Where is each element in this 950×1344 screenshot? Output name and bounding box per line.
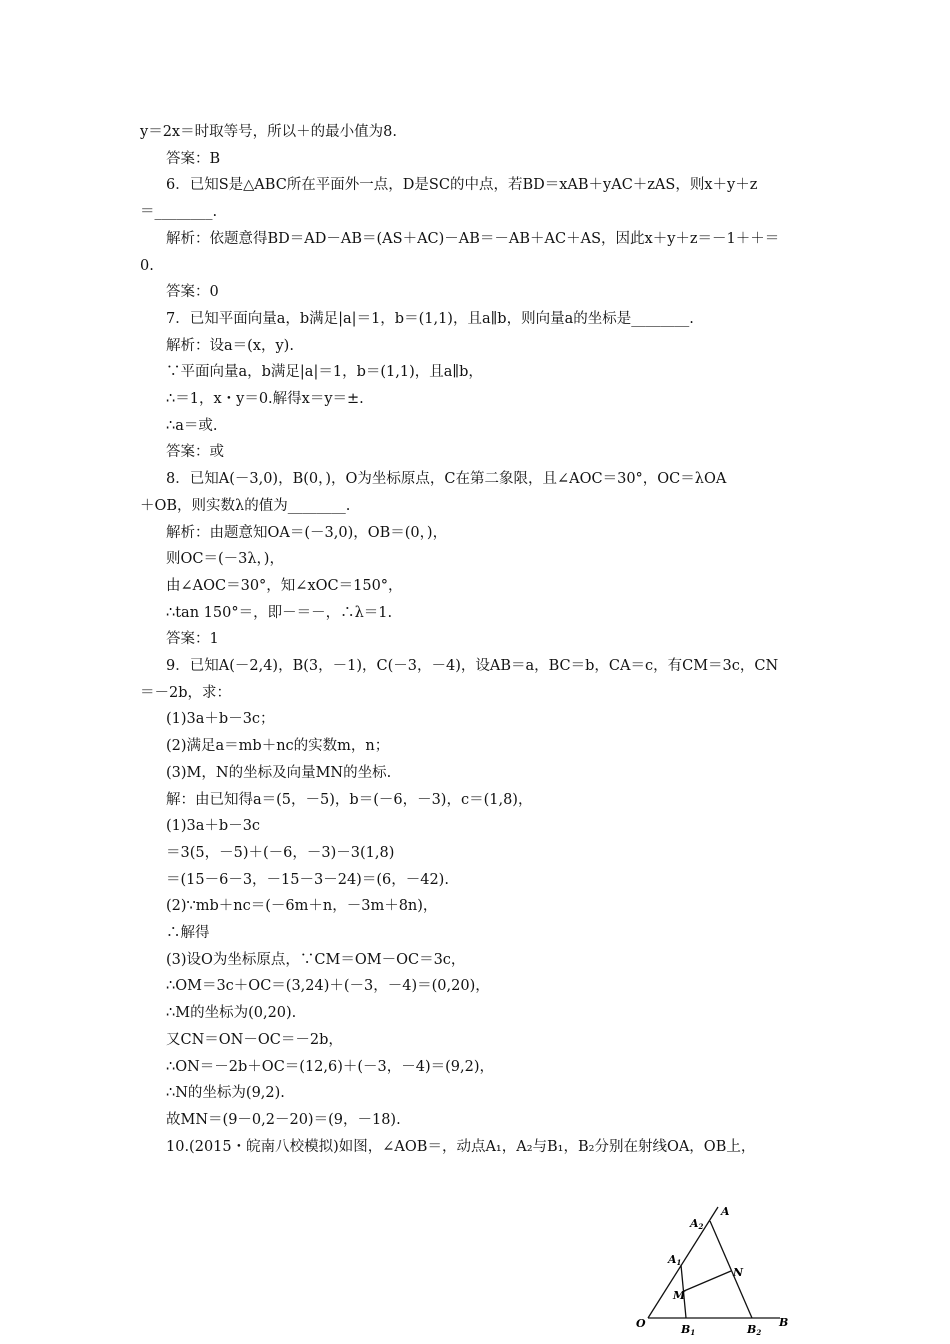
text-line: 故MN＝(9－0,2－20)＝(9，－18).: [166, 1111, 401, 1128]
text-line: ∴ON＝－2b＋OC＝(12,6)＋(－3，－4)＝(9,2)，: [166, 1058, 495, 1075]
text-line: (2)满足a＝mb＋nc的实数m，n；: [166, 738, 390, 755]
text-line: ＝(15－6－3，－15－3－24)＝(6，－42).: [166, 871, 449, 888]
text-line: 0.: [140, 257, 154, 274]
text-line: 解析：依题意得BD＝AD－AB＝(AS＋AC)－AB＝－AB＋AC＋AS，因此x＋y＋z＝－1＋＋＝: [166, 230, 780, 247]
text-line: 则OC＝(－3λ，)，: [166, 551, 284, 568]
label-b: B: [779, 1316, 789, 1329]
text-line: ＝－2b，求：: [140, 684, 232, 701]
text-line: 由∠AOC＝30°，知∠xOC＝150°，: [166, 577, 403, 594]
text-line: ∴N的坐标为(9,2).: [166, 1085, 285, 1102]
text-line: y＝2x＝时取等号，所以＋的最小值为8.: [140, 124, 397, 140]
label-o: O: [636, 1317, 646, 1330]
text-line: 答案：0: [166, 284, 219, 301]
text-line: 答案：B: [166, 150, 221, 167]
text-line: 解：由已知得a＝(5，－5)，b＝(－6，－3)，c＝(1,8)，: [166, 791, 533, 808]
geometry-figure: [630, 1205, 800, 1340]
text-line: ∴M的坐标为(0,20).: [166, 1005, 297, 1022]
text-line: ＝3(5，－5)＋(－6，－3)－3(1,8): [166, 844, 395, 861]
text-line: ＋OB，则实数λ的值为________.: [140, 497, 351, 514]
text-line: 解析：设a＝(x，y).: [166, 337, 294, 354]
label-m: M: [673, 1289, 686, 1302]
text-line: 又CN＝ON－OC＝－2b，: [166, 1031, 343, 1048]
text-line: ∴a＝或.: [166, 417, 218, 434]
text-line: ∵平面向量a，b满足|a|＝1，b＝(1,1)，且a∥b，: [166, 364, 483, 381]
text-line: 答案：1: [166, 631, 219, 648]
text-line: ∴解得: [166, 925, 210, 941]
text-line: ∴＝1，x・y＝0.解得x＝y＝±.: [166, 391, 364, 407]
segment-a2b2: [710, 1221, 752, 1318]
label-n: N: [733, 1266, 744, 1279]
label-b2: B2: [747, 1323, 762, 1337]
text-line: 答案：或: [166, 444, 224, 461]
text-line: (3)M，N的坐标及向量MN的坐标.: [166, 764, 392, 781]
text-line: 解析：由题意知OA＝(－3,0)，OB＝(0，)，: [166, 524, 448, 541]
text-line: (3)设O为坐标原点，∵CM＝OM－OC＝3c，: [166, 951, 466, 968]
label-b1: B1: [681, 1323, 696, 1337]
text-line: ∴OM＝3c＋OC＝(3,24)＋(－3，－4)＝(0,20)，: [166, 978, 490, 995]
text-line: 8．已知A(－3,0)，B(0，)，O为坐标原点，C在第二象限，且∠AOC＝30°，OC＝λOA: [166, 471, 727, 488]
text-line: 6．已知S是△ABC所在平面外一点，D是SC的中点，若BD＝xAB＋yAC＋zAS，则x＋y＋z: [166, 177, 758, 194]
segment-mn: [684, 1271, 731, 1291]
text-line: 10.(2015・皖南八校模拟)如图，∠AOB＝，动点A₁，A₂与B₁，B₂分别在射线OA，OB上，: [166, 1138, 756, 1155]
label-a: A: [721, 1205, 730, 1218]
text-line: 7．已知平面向量a，b满足|a|＝1，b＝(1,1)，且a∥b，则向量a的坐标是________.: [166, 310, 694, 327]
text-line: 9．已知A(－2,4)，B(3，－1)，C(－3，－4)，设AB＝a，BC＝b，CA＝c，有CM＝3c，CN: [166, 658, 779, 674]
text-line: (1)3a＋b－3c: [166, 818, 261, 835]
text-line: ＝________.: [140, 204, 218, 221]
text-line: (1)3a＋b－3c；: [166, 711, 275, 728]
label-a1: A1: [668, 1253, 682, 1267]
text-line: ∴tan 150°＝，即－＝－，∴λ＝1.: [166, 604, 393, 621]
label-a2: A2: [690, 1217, 704, 1231]
text-line: (2)∵mb＋nc＝(－6m＋n，－3m＋8n)，: [166, 898, 438, 915]
